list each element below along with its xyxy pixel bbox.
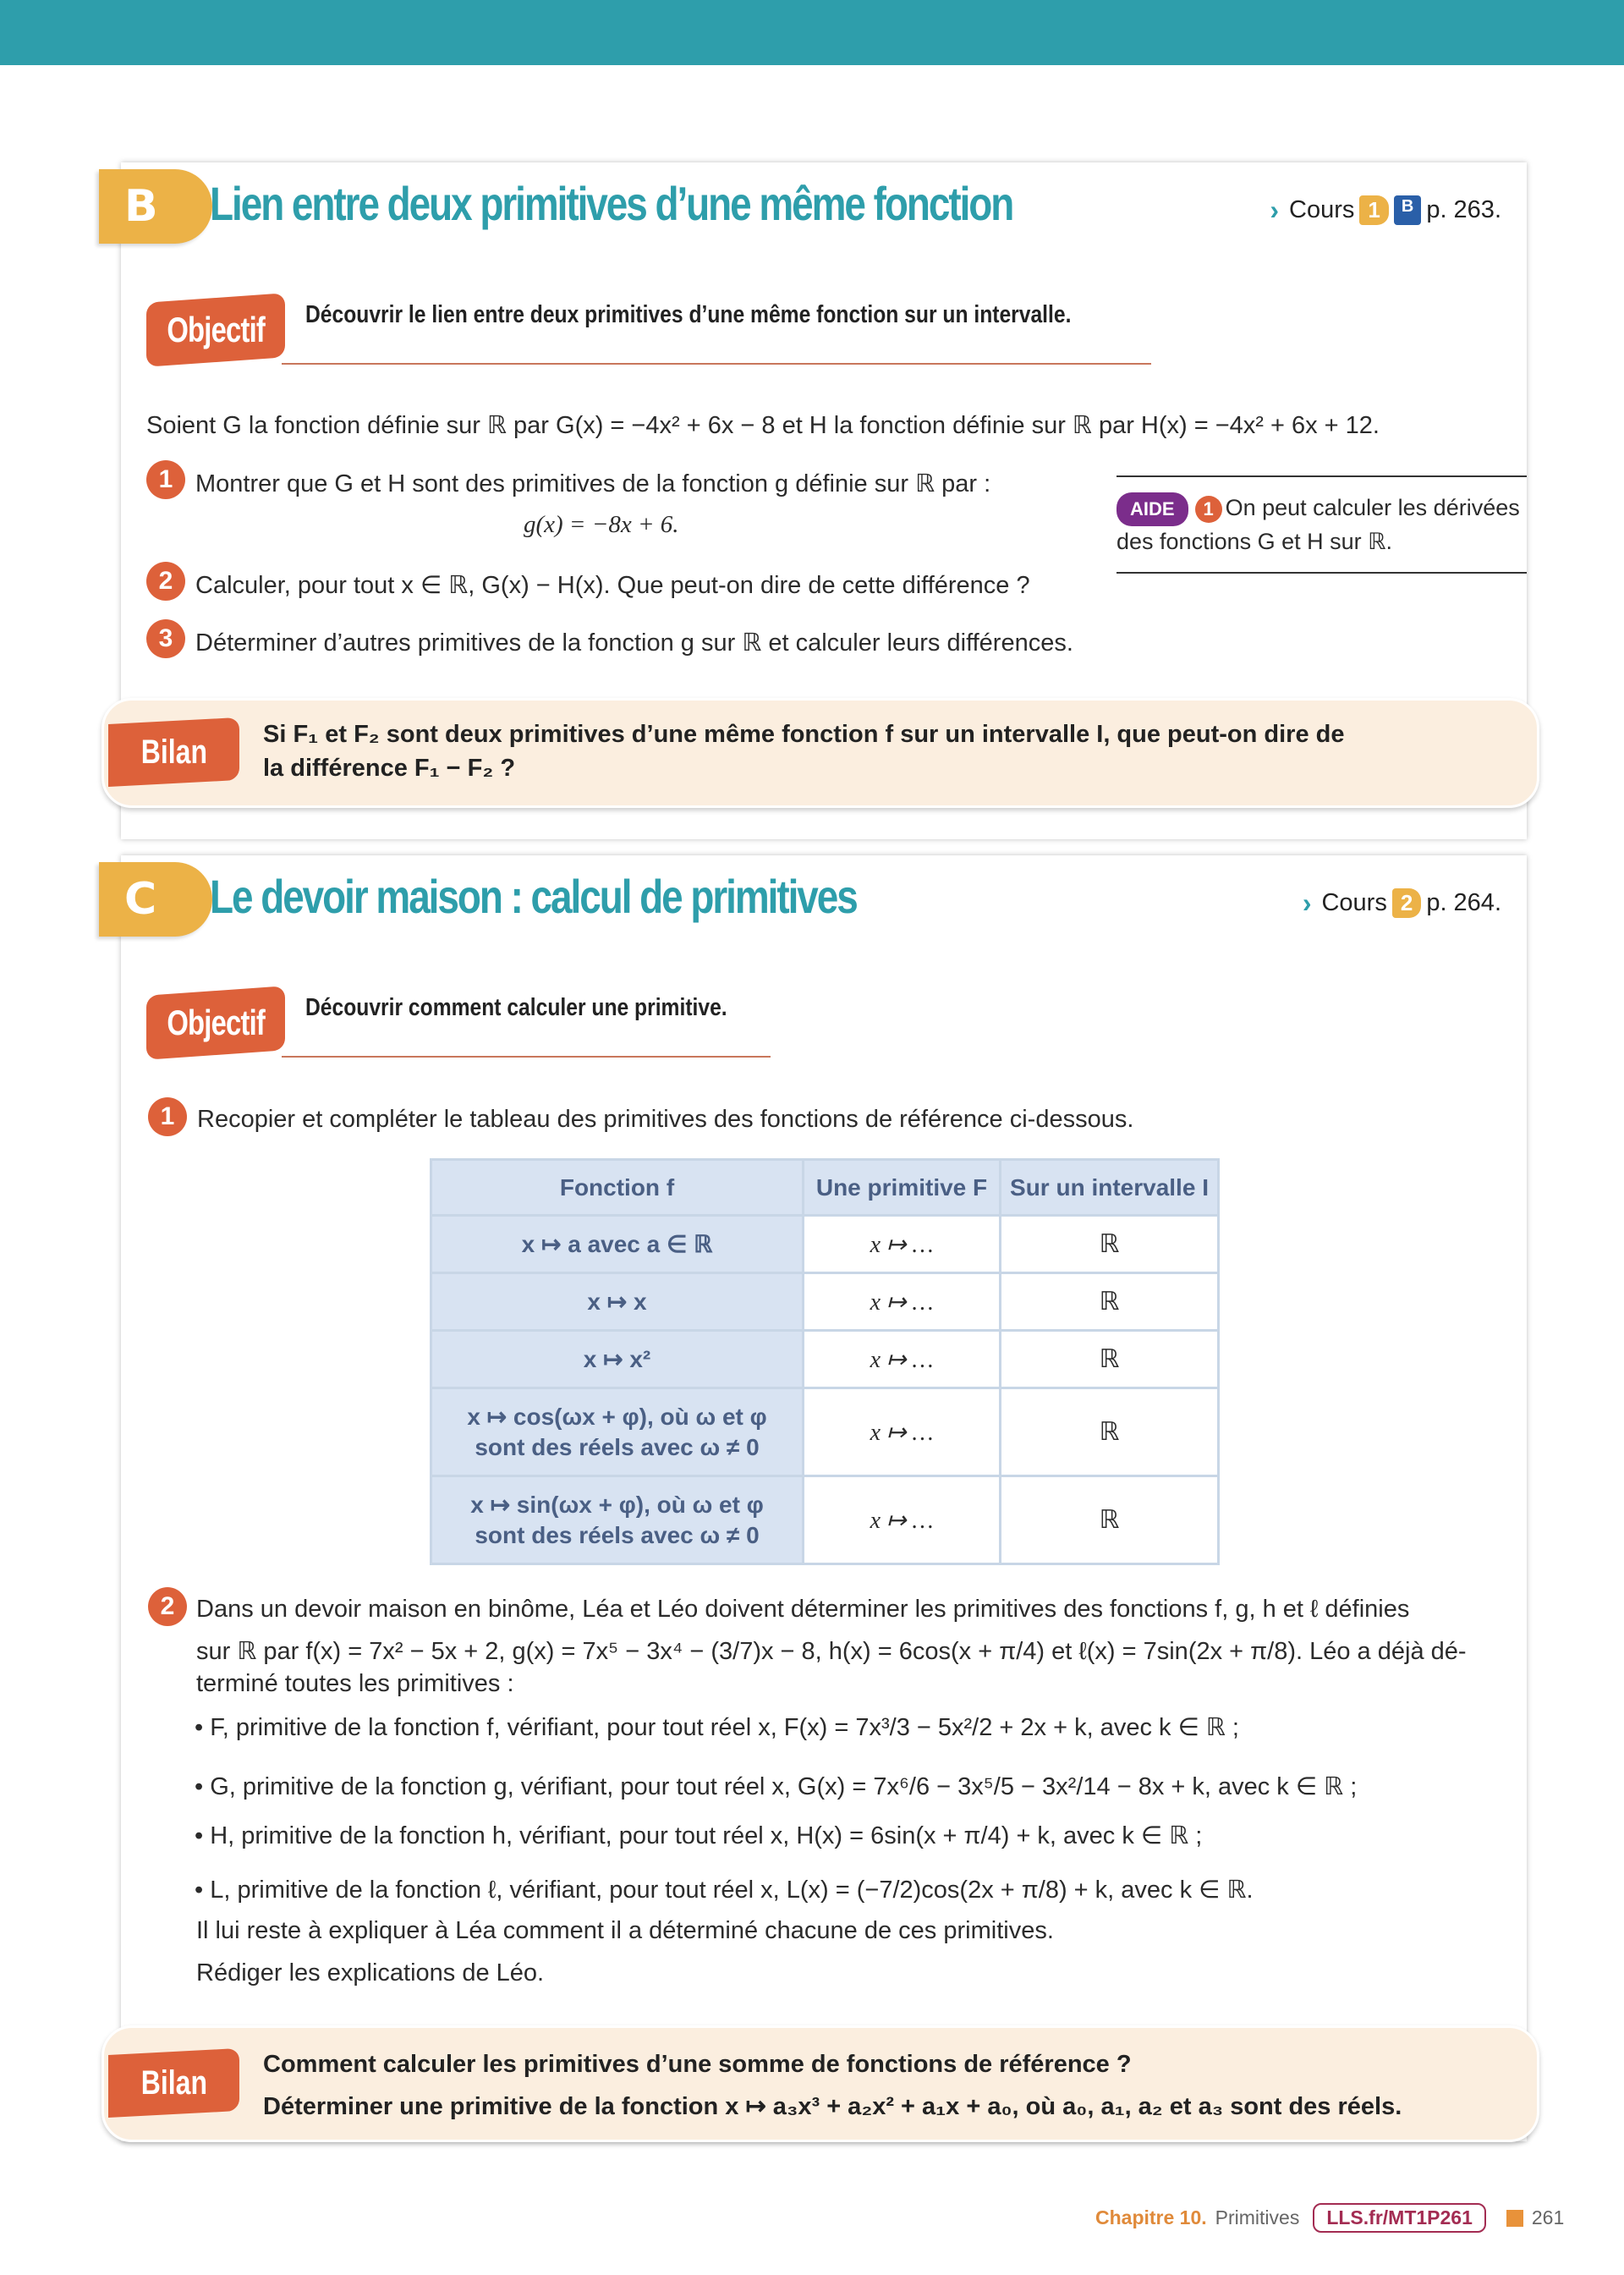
cours-number-badge: 1 <box>1359 195 1388 225</box>
objectif-underline <box>282 1056 771 1058</box>
table-row: x ↦ x² x ↦ … ℝ <box>431 1331 1219 1388</box>
question-2-line-3: terminé toutes les primitives : <box>196 1670 514 1697</box>
bilan-b-line-2: la différence F₁ − F₂ ? <box>263 755 516 782</box>
bilan-tag: Bilan <box>108 2048 239 2118</box>
bilan-c-line-2: Déterminer une primitive de la fonction x ↦ a₃x³ + a₂x² + a₁x + a₀, où a₀, a₁, a₂ et a₃ sont des réels. <box>263 2093 1402 2120</box>
header-bar <box>0 0 1624 65</box>
aide-number: 1 <box>1195 496 1222 523</box>
square-marker-icon <box>1506 2210 1523 2227</box>
aide-line-2: des fonctions G et H sur ℝ. <box>1116 529 1393 554</box>
section-letter-c: C <box>99 862 212 937</box>
question-number-1: 1 <box>146 460 185 499</box>
list-item: • H, primitive de la fonction h, vérifiant, pour tout réel x, H(x) = 6sin(x + π/4) + k, avec k ∈ ℝ ; <box>195 1822 1203 1849</box>
table-row: x ↦ x x ↦ … ℝ <box>431 1273 1219 1331</box>
objectif-tag: Objectif <box>146 293 285 366</box>
chevron-right-icon: › <box>1270 195 1280 225</box>
objectif-text: Découvrir le lien entre deux primitives d’une même fonction sur un intervalle. <box>305 301 1072 328</box>
question-1-text: Montrer que G et H sont des primitives de la fonction g définie sur ℝ par : <box>195 470 991 497</box>
primitives-table <box>430 1158 1220 1565</box>
question-number-2: 2 <box>146 562 185 601</box>
bilan-tag: Bilan <box>108 717 239 787</box>
question-1-formula: g(x) = −8x + 6. <box>524 511 679 538</box>
section-b-title: Lien entre deux primitives d’une même fonction <box>210 177 1013 230</box>
cours-page: p. 263. <box>1426 196 1501 223</box>
table-row: x ↦ cos(ωx + φ), où ω et φ sont des réels avec ω ≠ 0 x ↦ … ℝ <box>431 1388 1219 1476</box>
cours-page: p. 264. <box>1426 889 1501 916</box>
list-item: • G, primitive de la fonction g, vérifiant, pour tout réel x, G(x) = 7x⁶/6 − 3x⁵/5 − 3x²/14 − 8x + k, avec k ∈ ℝ ; <box>195 1773 1358 1800</box>
bilan-b-line-1: Si F₁ et F₂ sont deux primitives d’une même fonction f sur un intervalle I, que peut-on dire de <box>263 721 1345 748</box>
header-fonction: Fonction f <box>431 1160 804 1216</box>
cours-label: Cours <box>1289 196 1355 223</box>
cours-reference-b[interactable] <box>1270 195 1501 226</box>
chapter-name: Primitives <box>1215 2206 1300 2228</box>
header-intervalle: Sur un intervalle I <box>1001 1160 1219 1216</box>
bilan-b-box <box>102 698 1539 808</box>
question-2-line-2: sur ℝ par f(x) = 7x² − 5x + 2, g(x) = 7x⁵ − 3x⁴ − (3/7)x − 8, h(x) = 6cos(x + π/4) et ℓ(x) = 7sin(2x + π/8). Léo a déjà dé- <box>196 1638 1467 1665</box>
page-number: 261 <box>1531 2206 1565 2228</box>
question-2-after-2: Rédiger les explications de Léo. <box>196 1959 545 1987</box>
cours-letter-badge: B <box>1394 195 1421 225</box>
question-number-1: 1 <box>148 1097 187 1136</box>
bilan-c-line-1: Comment calculer les primitives d’une somme de fonctions de référence ? <box>263 2051 1132 2078</box>
cours-label: Cours <box>1321 889 1387 916</box>
bilan-b-text <box>263 717 1345 785</box>
section-letter-b: B <box>99 169 212 244</box>
chevron-right-icon: › <box>1302 887 1312 918</box>
list-item: • L, primitive de la fonction ℓ, vérifiant, pour tout réel x, L(x) = (−7/2)cos(2x + π/8) + k, avec k ∈ ℝ. <box>195 1877 1254 1904</box>
question-1-text: Recopier et compléter le tableau des primitives des fonctions de référence ci-dessous. <box>197 1106 1134 1133</box>
list-item: • F, primitive de la fonction f, vérifiant, pour tout réel x, F(x) = 7x³/3 − 5x²/2 + 2x + k, avec k ∈ ℝ ; <box>195 1714 1239 1741</box>
question-2-after-1: Il lui reste à expliquer à Léa comment il a déterminé chacune de ces primitives. <box>196 1917 1054 1944</box>
intro-text: Soient G la fonction définie sur ℝ par G(x) = −4x² + 6x − 8 et H la fonction définie sur ℝ par H(x) = −4x² + 6x + 12. <box>146 412 1380 439</box>
question-3-text: Déterminer d’autres primitives de la fonction g sur ℝ et calculer leurs différences. <box>195 629 1073 657</box>
cours-reference-c[interactable] <box>1303 887 1501 919</box>
table-header-row <box>431 1160 1219 1216</box>
bilan-c-text <box>263 2043 1402 2128</box>
aide-line-1: On peut calculer les dérivées <box>1225 495 1520 520</box>
objectif-underline <box>282 363 1151 365</box>
question-2-line-1: Dans un devoir maison en binôme, Léa et Léo doivent déterminer les primitives des fonctions f, g, h et ℓ définies <box>196 1596 1410 1623</box>
objectif-tag: Objectif <box>146 986 285 1059</box>
aide-hint-box <box>1116 475 1527 574</box>
table-row: x ↦ sin(ωx + φ), où ω et φ sont des réels avec ω ≠ 0 x ↦ … ℝ <box>431 1476 1219 1564</box>
bilan-c-box <box>102 2025 1539 2142</box>
table-row: x ↦ a avec a ∈ ℝ x ↦ … ℝ <box>431 1216 1219 1273</box>
page-footer <box>1095 2203 1564 2233</box>
question-number-3: 3 <box>146 619 185 658</box>
question-2-text: Calculer, pour tout x ∈ ℝ, G(x) − H(x). Que peut-on dire de cette différence ? <box>195 572 1030 599</box>
aide-label: AIDE <box>1116 492 1188 526</box>
question-number-2: 2 <box>148 1587 187 1626</box>
objectif-text: Découvrir comment calculer une primitive. <box>305 994 727 1021</box>
header-primitive: Une primitive F <box>804 1160 1001 1216</box>
chapter-label: Chapitre 10. <box>1095 2206 1207 2228</box>
cours-number-badge: 2 <box>1392 888 1421 918</box>
section-c-title: Le devoir maison : calcul de primitives <box>210 870 857 923</box>
lls-link[interactable]: LLS.fr/MT1P261 <box>1313 2203 1486 2233</box>
